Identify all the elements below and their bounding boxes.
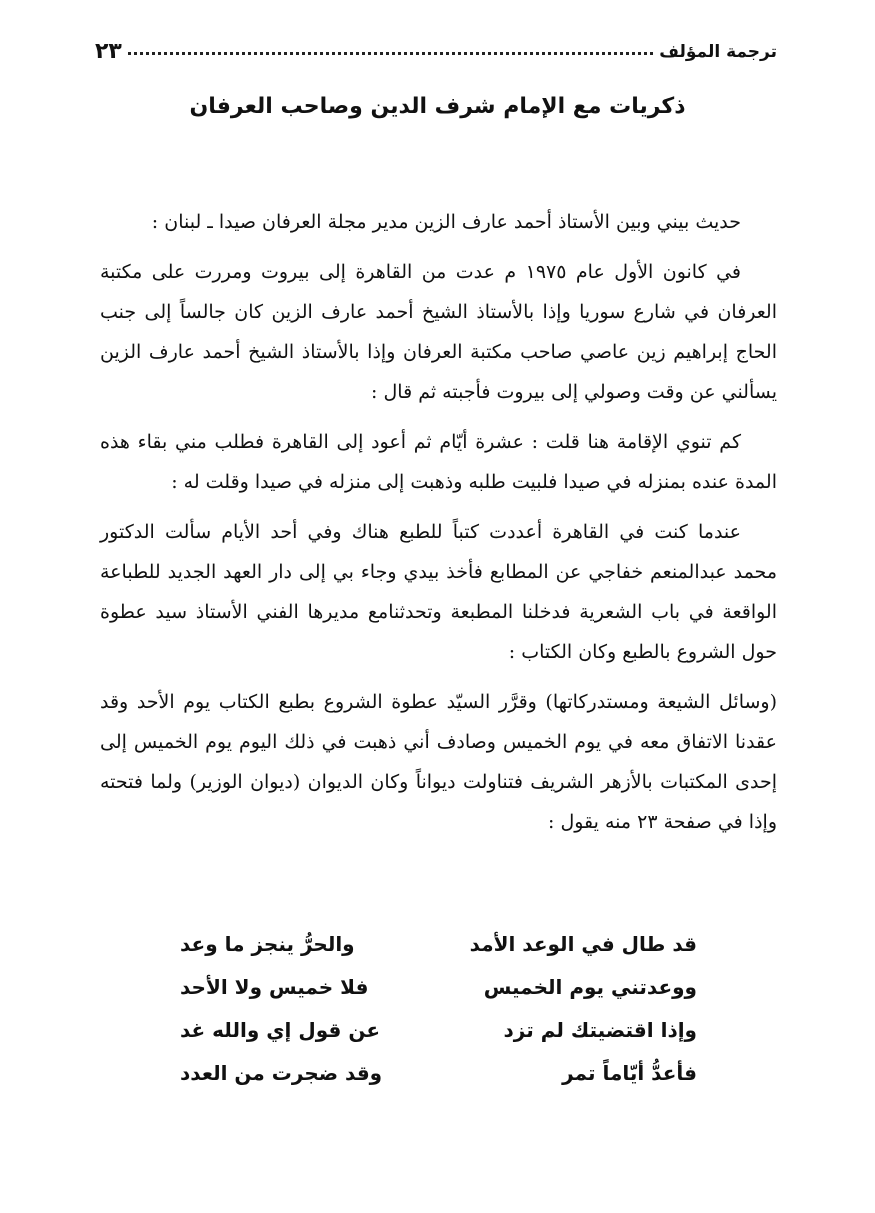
verse-second-hemistich: فلا خميس ولا الأحد <box>180 974 369 999</box>
verse-first-hemistich: قد طال في الوعد الأمد <box>469 931 697 956</box>
poem-verse <box>180 1008 697 1051</box>
poem-verse <box>180 965 697 1008</box>
verse-second-hemistich: عن قول إي والله غد <box>180 1017 380 1042</box>
paragraph: في كانون الأول عام ١٩٧٥ م عدت من القاهرة إلى بيروت ومررت على مكتبة العرفان في شارع سوريا وإذا بالأستاذ الشيخ أحمد عارف الزين كان جالساً إلى جنب الحاج إبراهيم زين عاصي صاحب مكتبة العرفان وإذا بالأستاذ الشيخ أحمد عارف الزين يسألني عن وقت وصولي إلى بيروت فأجبته ثم قال : <box>100 261 777 403</box>
paragraph: (وسائل الشيعة ومستدركاتها) وقرَّر السيّد عطوة الشروع بطبع الكتاب يوم الأحد وقد عقدنا الاتفاق معه في يوم الخميس وصادف أني ذهبت في ذلك اليوم يوم الخميس إلى إحدى المكتبات بالأزهر الشريف فتناولت ديواناً وكان الديوان (ديوان الوزير) ولما فتحته وإذا في صفحة ٢٣ منه يقول : <box>100 691 777 833</box>
verse-first-hemistich: فأعدُّ أيّاماً تمر <box>562 1060 697 1085</box>
verse-second-hemistich: وقد ضجرت من العدد <box>180 1060 383 1085</box>
paragraph: حديث بيني وبين الأستاذ أحمد عارف الزين مدير مجلة العرفان صيدا ـ لبنان : <box>151 211 741 233</box>
poem-verse <box>180 922 697 965</box>
body-text <box>100 202 777 852</box>
verse-first-hemistich: ووعدتني يوم الخميس <box>483 974 697 999</box>
running-header <box>95 30 777 64</box>
paragraph: عندما كنت في القاهرة أعددت كتباً للطبع هناك وفي أحد الأيام سألت الدكتور محمد عبدالمنعم خفاجي عن المطابع فأخذ بيدي وجاء بي إلى دار العهد الجديد للطباعة الواقعة في باب الشعرية فدخلنا المطبعة وتحدثنامع مديرها الفني الأستاذ سيد عطوة حول الشروع بالطبع وكان الكتاب : <box>100 521 777 663</box>
poem <box>180 922 697 1094</box>
verse-second-hemistich: والحرُّ ينجز ما وعد <box>180 931 355 956</box>
header-leader-dots <box>128 52 653 55</box>
verse-first-hemistich: وإذا اقتضيتك لم تزد <box>503 1017 697 1042</box>
section-title: ذكريات مع الإمام شرف الدين وصاحب العرفان <box>189 94 686 119</box>
paragraph: كم تنوي الإقامة هنا قلت : عشرة أيّام ثم أعود إلى القاهرة فطلب مني بقاء هذه المدة عنده بمنزله في صيدا فلبيت طلبه وذهبت إلى منزله في صيدا وقلت له : <box>100 431 777 493</box>
running-title: ترجمة المؤلف <box>659 42 777 62</box>
poem-verse <box>180 1051 697 1094</box>
page-number: ٢٣ <box>95 39 122 64</box>
